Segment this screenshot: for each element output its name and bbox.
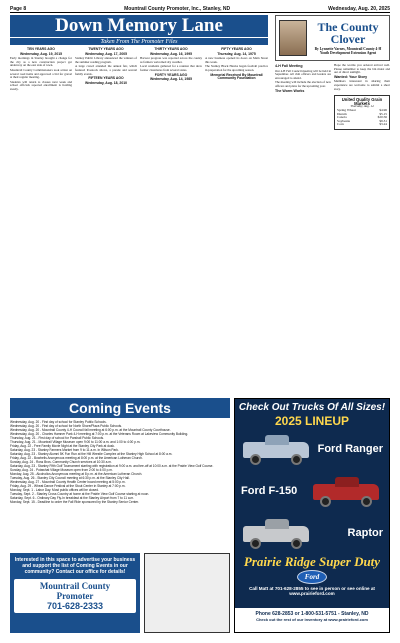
issue-date: Wednesday, Aug. 20, 2025 [328,5,390,12]
ad-headline: Check Out Trucks Of All Sizes! [238,402,386,413]
column-paragraph: Mountrail County Commissioners took action on several road items and approved a bid for gravel at their regular meeting. [10,67,72,80]
model-ranger: Ford Ranger [317,443,383,455]
event-item: Saturday, Aug. 23 - Stanley Farmers Market from 9 to 11 a.m. in Wilson Park. [10,448,119,452]
county-clover-byline: By Lynnette Varnes, Mountrail County 4-H Youth Development Extension Agent [314,47,382,55]
column-paragraph: A large crowd attended the annual fair, which featured livestock shows, a parade and several family events. [75,64,137,76]
column-heading: FIFTEEN YEARS AGO [88,76,124,81]
county-paragraph: Our 4-H Fall Council meeting will be held in September. All club officers and leaders are encouraged to attend. [275,68,331,80]
promo-brand [14,579,136,613]
dealer-tagline: Check out the rest of our inventory at www.prairieford.com [256,617,368,622]
column-date: Wednesday, Aug. 19, 2015 [20,51,62,56]
event-item: Monday, Sept. 1 - Labor Day. Most public offices will be closed. [10,488,99,492]
promo-name: Mountrail County [39,581,111,591]
event-item: Friday, Aug. 22 - Free Family Movie Night at the Stanley City Park at dusk. [10,444,115,448]
county-clover-column-1 [275,64,331,394]
grain-price: $5.15 [379,111,387,116]
county-clover-title: The County Clover [317,20,379,46]
event-item: Monday, Aug. 25 - Alcoholics Anonymous meeting at 8 p.m. at the American Lutheran Church. [10,472,143,476]
page-number: Page 8 [10,5,27,12]
event-item: Sunday, Aug. 24 - Ross Bros. Community Church services at 10:30 a.m. [10,460,112,464]
dealer-address: Phone 628-2853 or 1-800-531-5751 - Stanley, ND [255,611,369,617]
ranger-truck-image [241,432,313,466]
grain-price: $4.96 [379,107,387,112]
grain-name: Soybeans [337,118,350,123]
grain-price: $3.24 [379,122,387,127]
column-heading: FORTY YEARS AGO [154,72,188,77]
county-paragraph: Members interested in sharing their experience are welcome to submit a short story. [334,79,390,91]
page-header [10,5,390,13]
event-item: Monday, Sept. 15 - Deadline to order the Fall Ride sponsored by the Stanley Senior Center. [10,500,139,504]
grain-row [337,123,387,127]
event-item: Saturday, Aug. 23 - Stanley Fifth Golf Tournament starting with registration at 9:00 a.m. and tee-off at 10:00 a.m. at the Prairie View Golf Course. [10,464,214,468]
grain-name: Durum [337,111,347,116]
promo-text: Interested in this space to advertise your business and support the list of Coming Events in our community? Contact our office for details! [14,557,136,575]
event-item: Tuesday, Sept. 2 - Stanley Cross Country at home at the Prairie View Golf Course starting at noon. [10,492,150,496]
column-heading: TWENTY YEARS AGO [88,47,124,51]
column-date: Thursday, Aug. 14, 1975 [217,51,256,56]
promo-name-2: Promoter [56,591,94,601]
truck-row-f150 [235,470,389,512]
column-paragraph: Harvest progress was reported across the county as farmers welcomed dry weather. [140,56,202,64]
column-heading: FIFTY YEARS AGO [221,47,252,51]
grain-markets-title: United Quality Grain Markets [341,97,383,106]
column-paragraph: Early mornings in Stanley brought a change for the city as a new construction project got underway on the east side of town. [10,56,72,68]
column-paragraph: Local residents gathered for a reunion that drew former classmates from several states. [140,64,202,72]
ad-lineup: 2025 LINEUP [274,414,350,428]
columnist-photo [279,20,307,56]
column-date: Wednesday, Aug. 14, 1985 [150,77,192,82]
county-subhead: Wanted: Your Story [334,74,368,79]
event-item: Wednesday, Aug. 20 - First day of school for North Shore/Plaza Public Schools. [10,424,123,428]
memory-column-1 [10,47,72,392]
f150-truck-image [311,474,383,508]
grain-name: Spring Wheat [337,107,356,112]
grain-markets-box [334,95,390,130]
memory-column-3 [140,47,202,392]
event-item: Saturday, Aug. 23 - Stanley Alumni 5K Fun Run at the Hill Wrestle Complex at the Stanley High School at 8:00 a.m. [10,452,173,456]
down-memory-lane-title: Down Memory Lane [10,15,268,37]
event-item: Sunday, Aug. 24 - Potawhat Village Museum open from 2:00 to 4:00 p.m. [10,468,113,472]
ad-footer [235,608,389,632]
event-item: Wednesday, Aug. 20 - First day of school for Stanley Public Schools. [10,420,107,424]
grain-price: $20.56 [377,115,387,120]
county-clover-column-2 [334,64,390,394]
memory-column-4 [205,47,268,392]
down-memory-lane-subtitle: Taken From The Promoter Files [10,37,268,45]
county-clover-title-block [310,21,386,55]
event-item: Thursday, Aug. 21 - Mountrail Village Museum open 9:00 to 11:00 a.m. and 1:00 to 4:00 p.m. [10,440,141,444]
grain-markets-date: Thursday, Aug. 14 [350,104,374,109]
column-heading: TEN YEARS AGO [27,47,55,51]
event-item: Thursday, Aug. 21 - First day of school for Parshall Public Schools. [10,436,105,440]
county-subhead: 4-H Fall Meeting [275,64,303,68]
column-heading: Memorial Received By Mountrail Community Foundation [210,72,263,81]
raptor-truck-image [241,516,313,550]
paper-name: Mountrail County Promoter, Inc., Stanley, ND [124,5,231,12]
coming-events-title: Coming Events [10,398,230,418]
column-paragraph: Stanley Public Library announced the winners of the summer reading program. [75,56,137,64]
event-item: Saturday, Sept. 6 - Ordinary Day Fly-In breakfast at the Stanley Airport from 7 to 11 a.m. [10,496,135,500]
event-item: Wednesday, Aug. 27 - Mountrail County Health Center board meeting at 5:00 p.m. [10,480,126,484]
ad-image-placeholder [144,553,230,633]
grain-name: Corn [337,122,344,127]
model-f150: Ford F-150 [241,485,298,497]
county-paragraph: The meeting will include the election of new officers and plans for the upcoming year. [275,80,331,88]
event-item: Wednesday, Aug. 20 - Mountrail County 4-H Council fall meeting at 6:00 p.m. at the Mountrail County Courthouse. [10,428,171,432]
column-paragraph: A new business opened its doors on Main Street this week. [205,56,268,64]
event-item: Tuesday, Aug. 26 - Stanley City Council meeting at 6:30 p.m. at the Stanley City Hall. [10,476,130,480]
county-clover-header [275,15,390,61]
truck-row-ranger [235,428,389,470]
memory-column-2 [75,47,137,392]
event-item: Wednesday, Aug. 20 - Charles Hamner Park 4-H meeting at 7:00 p.m. at the Veterans Room at Lakeview Community Building. [10,432,189,436]
county-paragraph: Hope the worms you ordered arrived well. Please remember to keep the bin moist and out of direct sunlight. [334,64,390,75]
column-date: Wednesday, Aug. 16, 1995 [150,51,192,56]
coming-events-list [10,420,230,550]
column-date: Wednesday, Aug. 18, 2010 [85,80,127,85]
dealer-name: Prairie Ridge Super Duty [243,554,381,569]
county-subhead: The Worm Works [275,88,305,93]
column-paragraph: The Stanley Black Hawks began football practice in preparation for the upcoming season. [205,64,268,72]
column-paragraph: Students will return to classes next week and school officials reported enrollment is holding steady. [10,79,72,91]
ford-logo-icon: Ford [297,570,327,584]
promo-phone: 701-628-2333 [46,601,104,611]
column-date: Wednesday, Aug. 17, 2005 [85,51,127,56]
call-line: Call Matt at 701-628-2855 to see in person or see online at www.prairieford.com [249,586,375,596]
ford-truck-ad[interactable] [234,398,390,633]
column-heading: THIRTY YEARS AGO [154,47,188,51]
truck-row-raptor [235,512,389,554]
county-clover-body [275,64,390,394]
model-raptor: Raptor [347,527,383,539]
event-item: Friday, Aug. 29 - Wheat Dance Festival at the Stout Center in Stanley at 7:00 p.m. [10,484,126,488]
advertise-promo [10,553,140,633]
event-item: Friday, Aug. 22 - Bowbells Anonymous meeting at 8:00 p.m. at the American Lutheran Church. [10,456,143,460]
grain-name: Canola [337,115,347,120]
grain-price: $9.31 [379,118,387,123]
